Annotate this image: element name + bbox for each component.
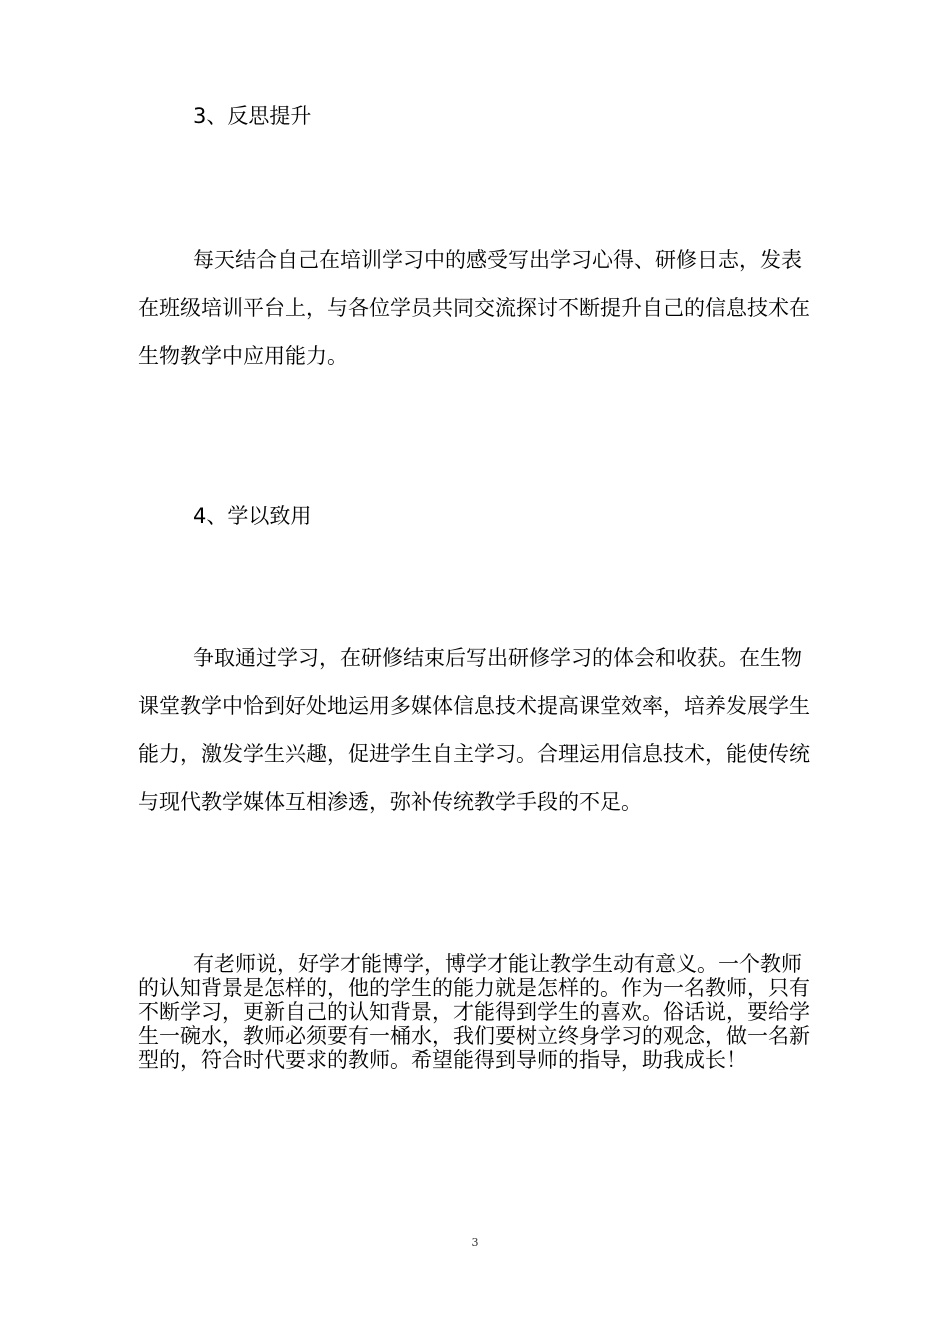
- section-heading-reflection: 3、反思提升: [193, 104, 312, 128]
- section-heading-application: 4、学以致用: [193, 504, 312, 528]
- paragraph-closing: 有老师说，好学才能博学，博学才能让教学生动有意义。一个教师的认知背景是怎样的，他的学生的能力就是怎样的。作为一名教师，只有不断学习，更新自己的认知背景，才能得到学生的喜欢。俗话说，要给学生一碗水，教师必须要有一桶水，我们要树立终身学习的观念，做一名新型的，符合时代要求的教师。希望能得到导师的指导，助我成长！: [138, 952, 810, 1072]
- page-number: 3: [471, 1236, 479, 1249]
- paragraph-reflection: 每天结合自己在培训学习中的感受写出学习心得、研修日志，发表在班级培训平台上，与各位学员共同交流探讨不断提升自己的信息技术在生物教学中应用能力。: [138, 248, 810, 368]
- paragraph-application: 争取通过学习，在研修结束后写出研修学习的体会和收获。在生物课堂教学中恰到好处地运用多媒体信息技术提高课堂效率，培养发展学生能力，激发学生兴趣，促进学生自主学习。合理运用信息技术，能使传统与现代教学媒体互相渗透，弥补传统教学手段的不足。: [138, 646, 810, 814]
